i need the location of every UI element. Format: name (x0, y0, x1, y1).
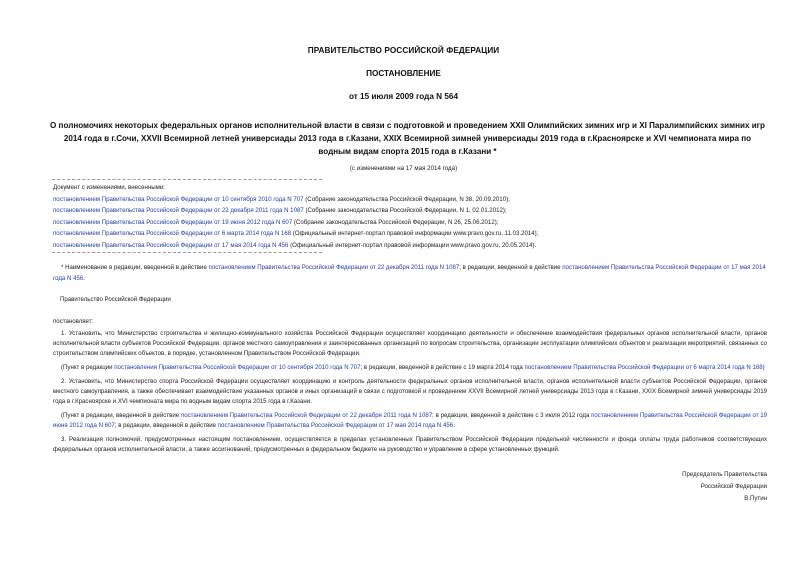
amendment-link[interactable]: постановлением Правительства Российской Федерации от 10 сентября 2010 года N 707 (53, 195, 304, 203)
amendment-source: (Собрание законодательства Российской Федерации, N 26, 25.06.2012); (292, 218, 499, 226)
amendment-link[interactable]: постановлением Правительства Российской Федерации от 22 декабря 2011 года N 1087 (53, 207, 304, 215)
amendments-bottom-divider (52, 252, 322, 253)
decrees-line: постановляет: (53, 318, 94, 325)
issuer-line: Правительство Российской Федерации (60, 296, 171, 303)
signature-role-line-1: Председатель Правительства (682, 471, 767, 478)
note-link-168[interactable]: постановлением Правительства Российской Федерации от 6 марта 2014 года N 168 (524, 364, 763, 371)
amendments-top-divider (52, 179, 322, 180)
footnote-link-456[interactable]: постановлением Правительства Российской Федерации от 17 мая 2014 года N 456 (53, 264, 766, 283)
changes-note: (с изменениями на 17 мая 2014 года) (349, 165, 458, 172)
date-number-heading: от 15 июля 2009 года N 564 (348, 92, 459, 101)
signature-name: В.Путин (744, 495, 767, 502)
note-link-707[interactable]: постановления Правительства Российской Федерации от 10 сентября 2010 года N 707 (114, 364, 361, 371)
amendment-item (53, 240, 773, 252)
note-text: ; в редакции, введенной в действие (114, 422, 218, 429)
signature-block (682, 469, 767, 505)
amendments-block (53, 182, 773, 252)
note-link-1087[interactable]: постановлением Правительства Российской Федерации от 22 декабря 2011 года N 1087 (180, 412, 433, 419)
footnote-text: . (83, 275, 85, 283)
amendment-item (53, 217, 773, 229)
amendment-item (53, 228, 773, 240)
paragraph-3: 3. Реализация полномочий, предусмотренных настоящим постановлением, осуществляется в пределах установленных Правительством Российской Федерации предельной численности и фонда оплаты труда работников соответствующих федеральных органов исполнительной власти, а также ассигнований, предусмотренных в федеральном бюджете на руководство и управление в сфере установленных функций. (53, 436, 767, 453)
amendment-item (53, 194, 773, 206)
paragraph-2-edit-note (53, 411, 767, 431)
note-text: (Пункт в редакции, введенной в действие (61, 412, 181, 419)
paragraph-2: 2. Установить, что Министерство спорта Российской Федерации осуществляет координацию и контроль деятельности федеральных органов исполнительной власти, органов исполнительной власти субъектов Российской Федерации, органов местного самоуправления, а также обеспечивает взаимодействие указанных органов и иных организаций в связи с подготовкой и проведением XXVII Всемирной летней универсиады 2013 года в г.Казани, XXIX Всемирной зимней универсиады 2019 года в г.Красноярске и XVI чемпионата мира по водным видам спорта 2015 года в г.Казани. (53, 378, 767, 405)
amendment-source: (Собрание законодательства Российской Федерации, N 38, 20.09.2010); (303, 195, 510, 203)
paragraph-1-edit-note (53, 363, 767, 373)
amendment-source: (Официальный интернет-портал правовой информации www.pravo.gov.ru, 20.05.2014). (288, 241, 537, 249)
document-type-heading: ПОСТАНОВЛЕНИЕ (366, 69, 441, 78)
amendment-source: (Официальный интернет-портал правовой информации www.pravo.gov.ru, 11.03.2014); (291, 230, 539, 238)
amendment-source: (Собрание законодательства Российской Федерации, N 1, 02.01.2012); (303, 207, 507, 215)
note-link-456[interactable]: постановлением Правительства Российской Федерации от 17 мая 2014 года N 456 (217, 422, 454, 429)
footnote-link-1087[interactable]: постановлением Правительства Российской Федерации от 22 декабря 2011 года N 1087 (208, 264, 460, 271)
note-text: ) (762, 364, 765, 371)
note-link-607[interactable]: постановлением Правительства Российской Федерации от 19 июня 2012 года N 607 (53, 412, 768, 429)
title-footnote (53, 262, 767, 285)
amendment-link[interactable]: постановлением Правительства Российской Федерации от 17 мая 2014 года N 456 (53, 241, 289, 249)
note-text: . (453, 422, 455, 429)
note-text: (Пункт в редакции (61, 364, 115, 371)
amendment-item (53, 205, 773, 217)
document-title: О полномочиях некоторых федеральных органов исполнительной власти в связи с подготовкой и проведением XXII Олимпийских зимних игр и XI Паралимпийских зимних игр 2014 года в г.Сочи, XXVII Всемирной летней универсиады 2013 года в г.Казани, XXIX Всемирной зимней универсиады 2019 года в г.Красноярске и XVI чемпионата мира по водным видам спорта 2015 года в г.Казани * (50, 121, 765, 156)
paragraph-1: 1. Установить, что Министерство строительства и жилищно-коммунального хозяйства Российской Федерации осуществляет координацию деятельности и обеспечение взаимодействия федеральных органов исполнительной власти, органов исполнительной власти субъектов Российской Федерации, органов местного самоуправления и заинтересованных организаций по вопросам строительства, организации эксплуатации олимпийских объектов и реализации мероприятий, связанных со строительством олимпийских объектов, в порядке, установленном Правительством Российской Федерации. (53, 330, 767, 357)
note-text: ; в редакции, введенной в действие с 3 июля 2012 года (432, 412, 592, 419)
note-text: ; в редакции, введенной в действие с 19 марта 2014 года (360, 364, 525, 371)
government-heading: ПРАВИТЕЛЬСТВО РОССИЙСКОЙ ФЕДЕРАЦИИ (307, 46, 500, 55)
footnote-text: * Наименование в редакции, введенной в действие (61, 264, 209, 271)
footnote-text: ; в редакции, введенной в действие (459, 264, 563, 271)
amendment-link[interactable]: постановлением Правительства Российской Федерации от 6 марта 2014 года N 168 (53, 230, 292, 238)
amendment-link[interactable]: постановлением Правительства Российской Федерации от 19 июня 2012 года N 607 (53, 218, 293, 226)
decree-body (53, 329, 767, 459)
signature-role-line-2: Российской Федерации (700, 483, 767, 490)
amendments-intro: Документ с изменениями, внесенными: (53, 184, 165, 191)
